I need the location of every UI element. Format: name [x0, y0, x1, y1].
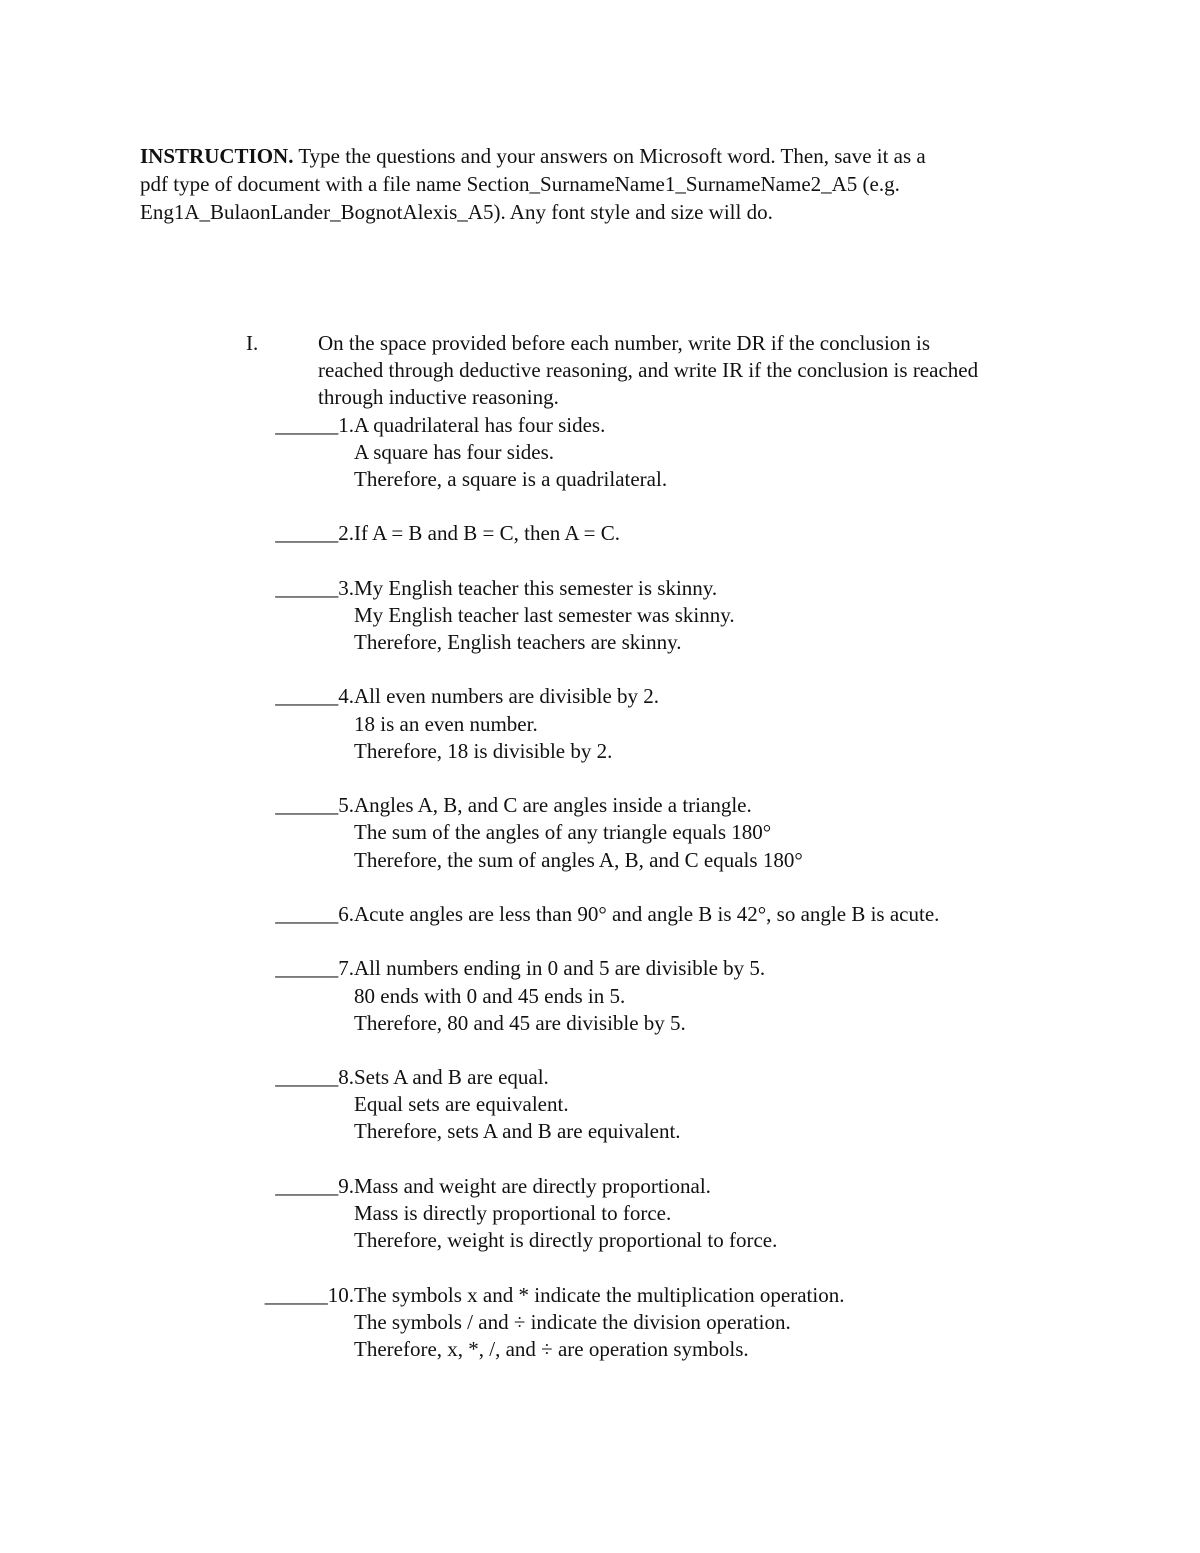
statement-line: Therefore, a square is a quadrilateral. — [354, 466, 668, 491]
statement-line: Therefore, 18 is divisible by 2. — [354, 738, 613, 763]
statement-line: The sum of the angles of any triangle equals 180° — [354, 820, 772, 845]
part-directions — [318, 330, 1098, 412]
statement-line: The symbols x and * indicate the multiplication operation. — [354, 1282, 845, 1307]
part-one — [0, 330, 1200, 1363]
statement-line: Acute angles are less than 90° and angle B is 42°, so angle B is acute. — [354, 901, 940, 926]
question-item-1 — [0, 412, 1200, 494]
statement-line: Mass is directly proportional to force. — [354, 1201, 672, 1226]
statement-line: 80 ends with 0 and 45 ends in 5. — [354, 983, 626, 1008]
answer-blank: ______5. — [275, 793, 354, 818]
answer-blank: ______1. — [275, 412, 354, 437]
instruction-line-1 — [140, 142, 1100, 170]
part-number: I. — [246, 331, 259, 355]
instruction-label: INSTRUCTION. — [140, 144, 294, 168]
statement-line: Therefore, 80 and 45 are divisible by 5. — [354, 1010, 686, 1035]
question-item-4 — [0, 683, 1200, 765]
statement-line: My English teacher this semester is skinny. — [354, 575, 718, 600]
question-item-8 — [0, 1064, 1200, 1146]
answer-blank: ______6. — [275, 901, 354, 926]
statement-line: Therefore, English teachers are skinny. — [354, 630, 682, 655]
statement-line: Therefore, sets A and B are equivalent. — [354, 1119, 681, 1144]
statement-line: A square has four sides. — [354, 439, 555, 464]
answer-blank: ______8. — [275, 1065, 354, 1090]
instruction-text-1: Type the questions and your answers on Microsoft word. Then, save it as a — [293, 144, 926, 168]
statement-line: All numbers ending in 0 and 5 are divisible by 5. — [354, 956, 766, 981]
directions-line: On the space provided before each number, write DR if the conclusion is — [318, 331, 931, 355]
answer-blank: ______4. — [275, 684, 354, 709]
directions-line: through inductive reasoning. — [318, 385, 559, 410]
question-item-5 — [0, 792, 1200, 874]
question-item-10 — [0, 1282, 1200, 1364]
question-item-6 — [0, 901, 1200, 928]
answer-blank: ______7. — [275, 956, 354, 981]
question-item-2 — [0, 520, 1200, 547]
statement-line: Equal sets are equivalent. — [354, 1092, 569, 1117]
directions-line: reached through deductive reasoning, and write IR if the conclusion is reached — [318, 358, 979, 383]
statement-line: Therefore, weight is directly proportional to force. — [354, 1228, 778, 1253]
statement-line: The symbols / and ÷ indicate the division operation. — [354, 1309, 791, 1334]
statement-line: Sets A and B are equal. — [354, 1065, 549, 1090]
answer-blank: ______10. — [264, 1282, 354, 1307]
answer-blank: ______3. — [275, 575, 354, 600]
statement-line: My English teacher last semester was skinny. — [354, 602, 735, 627]
instruction-line-3: Eng1A_BulaonLander_BognotAlexis_A5). Any font style and size will do. — [140, 200, 773, 224]
statement-line: Therefore, x, *, /, and ÷ are operation symbols. — [354, 1336, 749, 1361]
question-item-3 — [0, 575, 1200, 657]
answer-blank: ______9. — [275, 1173, 354, 1198]
part-heading — [0, 330, 1200, 412]
question-item-7 — [0, 955, 1200, 1037]
instruction-line-2: pdf type of document with a file name Section_SurnameName1_SurnameName2_A5 (e.g. — [140, 172, 900, 196]
answer-blank: ______2. — [275, 521, 354, 546]
statement-line: 18 is an even number. — [354, 711, 538, 736]
statement-line: Angles A, B, and C are angles inside a triangle. — [354, 793, 752, 818]
statement-line: All even numbers are divisible by 2. — [354, 684, 660, 709]
statement-line: Mass and weight are directly proportional. — [354, 1173, 711, 1198]
question-item-9 — [0, 1173, 1200, 1255]
instruction-paragraph — [140, 142, 1100, 226]
statement-line: If A = B and B = C, then A = C. — [354, 521, 620, 546]
statement-line: Therefore, the sum of angles A, B, and C equals 180° — [354, 847, 803, 872]
statement-line: A quadrilateral has four sides. — [354, 412, 606, 437]
